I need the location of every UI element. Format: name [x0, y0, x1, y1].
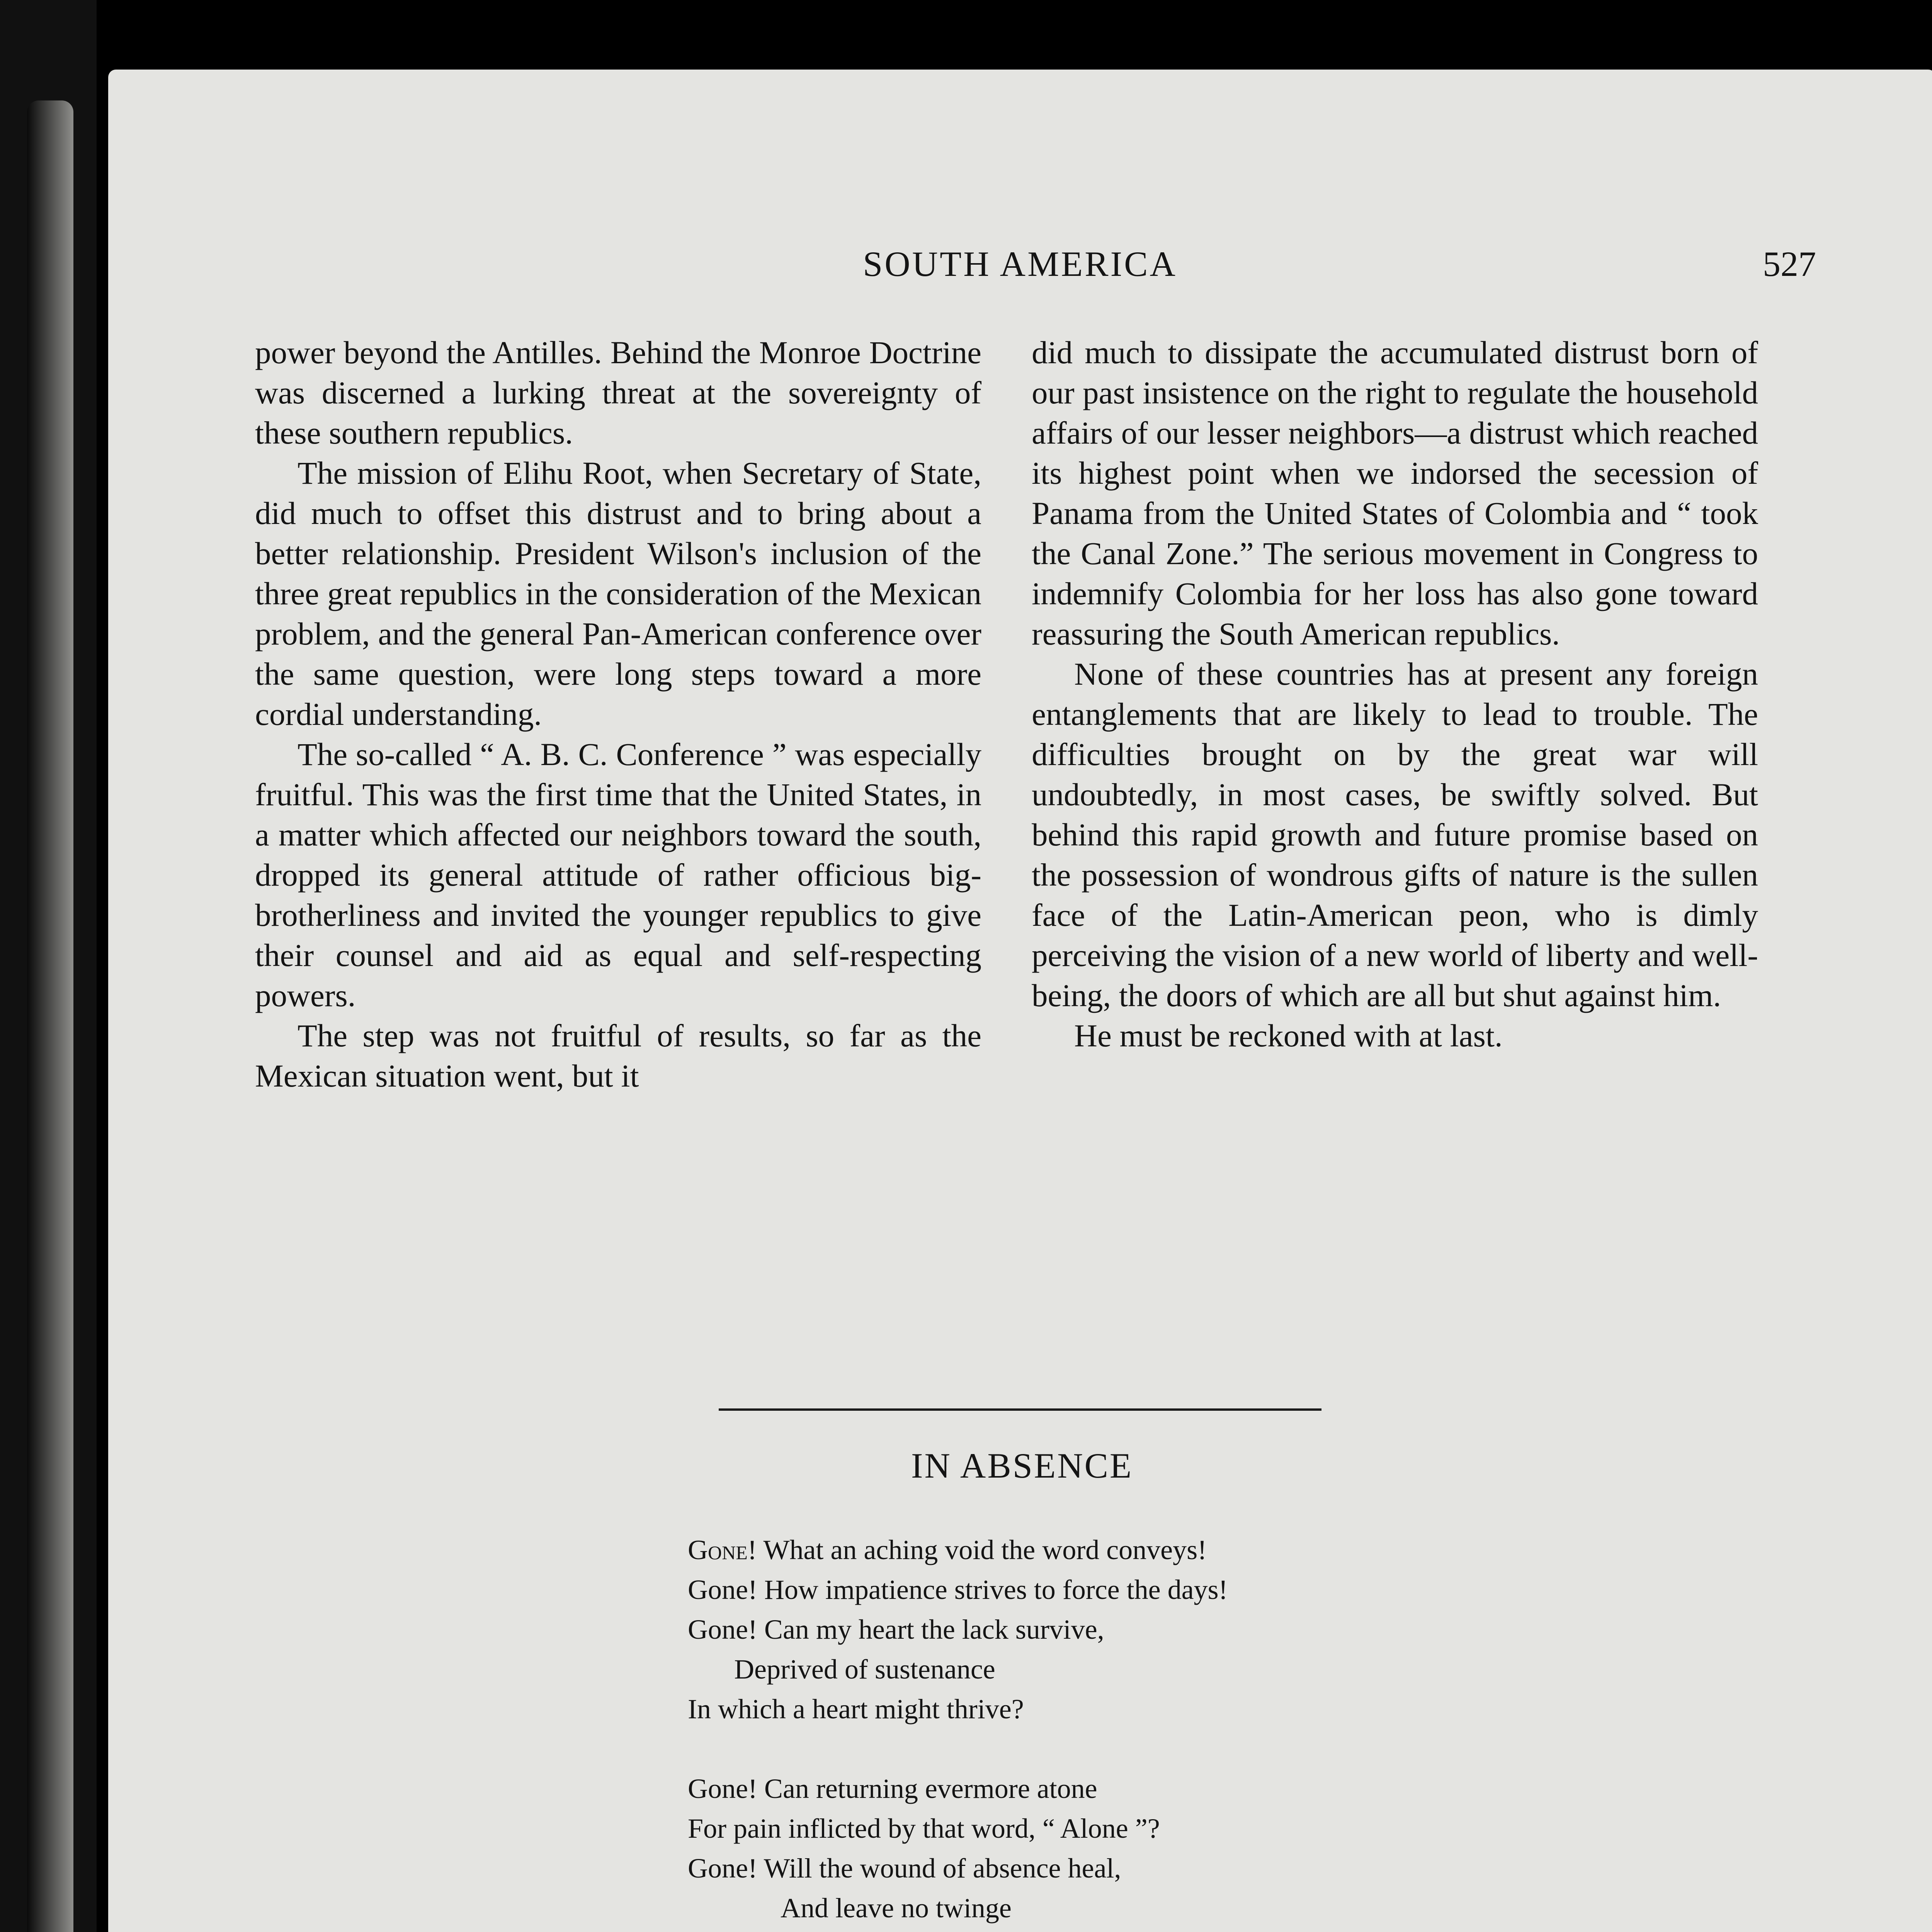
poem-body	[688, 1530, 1615, 1932]
paragraph: He must be reckoned with at last.	[1074, 1018, 1503, 1053]
poem-stanza	[688, 1769, 1615, 1932]
poem-line: Gone! Can my heart the lack survive,	[688, 1614, 1104, 1645]
poem-line	[688, 1530, 1615, 1570]
drop-word: Gone	[688, 1534, 748, 1565]
paragraph: power beyond the Antilles. Behind the Monroe Doctrine was discerned a lurking threat at the sovereignty of these southern republics.	[255, 335, 981, 451]
poem-line: And leave no twinge	[781, 1893, 1012, 1923]
running-head	[224, 243, 1816, 305]
paragraph: The so-called “ A. B. C. Conference ” was especially fruitful. This was the first time that the United States, in a matter which affected our neighbors toward the south, dropped its general attitude of rather officious big-brotherliness and invited the younger republics to give their counsel and aid as equal and self-respecting powers.	[255, 736, 981, 1013]
poem-line: For pain inflicted by that word, “ Alone ”?	[688, 1813, 1160, 1844]
paragraph: did much to dissipate the accumulated distrust born of our past insistence on the right to regulate the household affairs of our lesser neighbors—a distrust which reached its highest point when we indorsed the secession of Panama from the United States of Colombia and “ took the Canal Zone.” The serious movement in Congress to indemnify Colombia for her loss has also gone toward reassuring the South American republics.	[1032, 335, 1758, 651]
poem-stanza	[688, 1530, 1615, 1729]
paragraph: None of these countries has at present any foreign entanglements that are likely to lead to trouble. The difficulties brought on by the great war will undoubtedly, in most cases, be swiftly solved. But behind this rapid growth and future promise based on the possession of wondrous gifts of nature is the sullen face of the Latin-American peon, who is dimly perceiving the vision of a new world of liberty and well-being, the doors of which are all but shut against him.	[1032, 656, 1758, 1013]
article-body	[255, 332, 1758, 1391]
poem-line: Deprived of sustenance	[734, 1654, 995, 1685]
poem-line: Gone! Can returning evermore atone	[688, 1773, 1097, 1804]
right-column	[1032, 332, 1758, 1056]
adjacent-page-edge	[0, 0, 97, 1932]
poem-line: In which a heart might thrive?	[688, 1694, 1024, 1725]
paragraph: The step was not fruitful of results, so far as the Mexican situation went, but it	[255, 1018, 981, 1094]
poem-line	[688, 1928, 1615, 1932]
page-fold-shadow	[27, 100, 73, 1932]
section-divider	[719, 1408, 1321, 1411]
left-column	[255, 332, 981, 1096]
page-number: 527	[1763, 244, 1816, 284]
poem-line: Gone! Will the wound of absence heal,	[688, 1853, 1121, 1884]
running-title: SOUTH AMERICA	[863, 244, 1177, 284]
line-text: ! What an aching void the word conveys!	[747, 1534, 1207, 1565]
magazine-page	[108, 70, 1932, 1932]
poem-line: Gone! How impatience strives to force the days!	[688, 1574, 1228, 1605]
paragraph: The mission of Elihu Root, when Secretary of State, did much to offset this distrust and to bring about a better relationship. President Wilson's inclusion of the three great republics in the consideration of the Mexican problem, and the general Pan-American conference over the same question, were long steps toward a more cordial understanding.	[255, 455, 981, 732]
poem-title: IN ABSENCE	[911, 1446, 1133, 1485]
